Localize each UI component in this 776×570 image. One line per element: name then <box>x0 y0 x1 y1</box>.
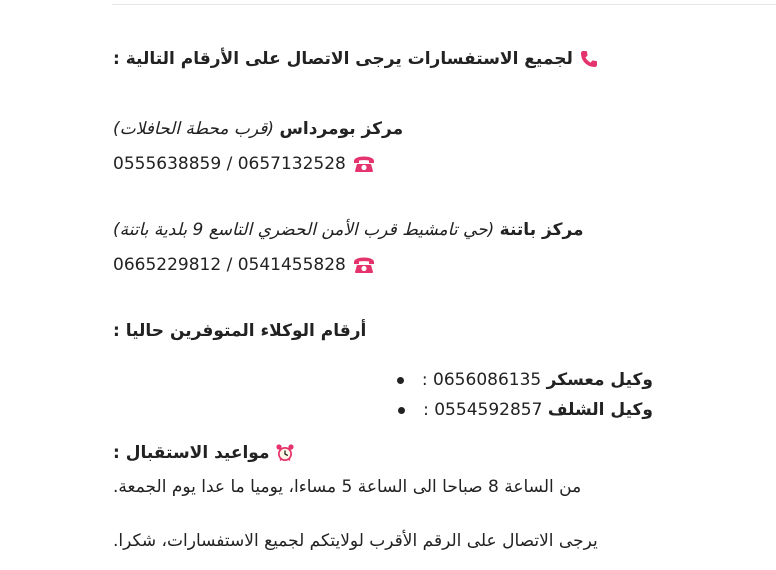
center-phone-numbers: 0665229812 / 0541455828 <box>113 255 346 275</box>
contact-info-section <box>113 44 653 553</box>
list-bullet <box>397 377 404 384</box>
list-item <box>113 395 653 425</box>
hours-heading <box>113 441 653 465</box>
closing-text: يرجى الاتصال على الرقم الأقرب لولايتكم لجميع الاستفسارات، شكرا. <box>113 531 598 551</box>
center-name: مركز باتنة <box>499 220 584 240</box>
center-batna-phones <box>113 253 653 277</box>
contact-heading <box>113 47 653 71</box>
telephone-icon <box>352 155 376 173</box>
center-batna <box>113 218 653 242</box>
top-divider <box>112 4 776 5</box>
list-item <box>113 365 653 395</box>
agent-label: وكيل معسكر <box>546 370 653 390</box>
hours-heading-text: مواعيد الاستقبال : <box>113 443 270 463</box>
telephone-receiver-icon <box>579 49 599 69</box>
agent-number: : 0554592857 <box>423 400 543 420</box>
list-bullet <box>398 407 405 414</box>
alarm-clock-icon <box>275 443 295 463</box>
agents-heading: أرقام الوكلاء المتوفرين حاليا : <box>113 321 367 341</box>
contact-heading-text: لجميع الاستفسارات يرجى الاتصال على الأرقام التالية : <box>113 49 573 69</box>
agent-number: : 0656086135 <box>421 370 542 390</box>
center-location: (قرب محطة الحافلات) <box>113 119 275 139</box>
center-location: (حي تامشيط قرب الأمن الحضري التاسع 9 بلدية باتنة) <box>113 220 495 240</box>
agents-list <box>113 365 653 425</box>
hours-text: من الساعة 8 صباحا الى الساعة 5 مساءا، يوميا ما عدا يوم الجمعة. <box>113 477 582 497</box>
telephone-icon <box>352 256 376 274</box>
center-bourmerdes-phones <box>113 152 653 176</box>
center-bourmerdes <box>113 117 653 141</box>
center-phone-numbers: 0555638859 / 0657132528 <box>113 154 346 174</box>
center-name: مركز بومرداس <box>279 119 404 139</box>
agent-label: وكيل الشلف <box>547 400 653 420</box>
